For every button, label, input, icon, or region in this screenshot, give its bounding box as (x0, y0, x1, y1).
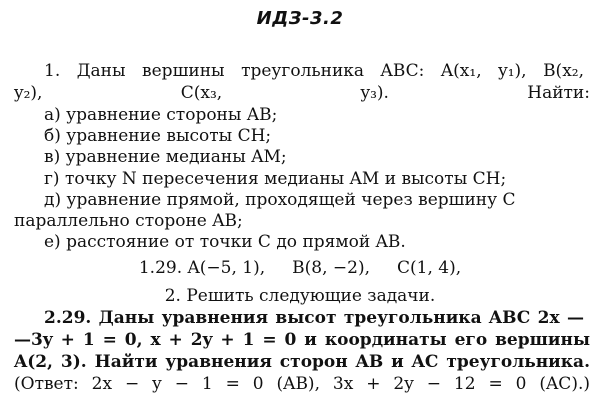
page-title: ИДЗ-3.2 (256, 8, 344, 29)
task1-item-e: е) расстояние от точки C до прямой AB. (44, 232, 406, 252)
task1-item-d: д) уравнение прямой, проходящей через вершину C (44, 190, 516, 210)
task1-item-a: а) уравнение стороны AB; (44, 105, 278, 125)
task2-line-3: A(2, 3). Найти уравнения сторон AB и AC треугольника. (14, 352, 590, 372)
task1-variant: 1.29. A(−5, 1), B(8, −2), C(1, 4), (138, 258, 462, 278)
task1-line-1: 1. Даны вершины треугольника ABC: A(x₁, y₁), B(x₂, (44, 61, 584, 81)
task1-line-2: y₂), C(x₃, y₃). Найти: (14, 83, 590, 103)
task1-item-b: б) уравнение высоты CH; (44, 126, 272, 146)
task1-item-d-cont: параллельно стороне AB; (14, 211, 243, 231)
task1-item-v: в) уравнение медианы AM; (44, 147, 287, 167)
task1-item-g: г) точку N пересечения медианы AM и высоты CH; (44, 169, 507, 189)
task2-heading: 2. Решить следующие задачи. (164, 286, 436, 306)
task2-line-1: 2.29. Даны уравнения высот треугольника ABC 2x — (44, 308, 584, 328)
task2-line-2: —3y + 1 = 0, x + 2y + 1 = 0 и координаты его вершины (14, 330, 590, 350)
task2-answer: (Ответ: 2x − y − 1 = 0 (AB), 3x + 2y − 12 = 0 (AC).) (14, 374, 590, 394)
